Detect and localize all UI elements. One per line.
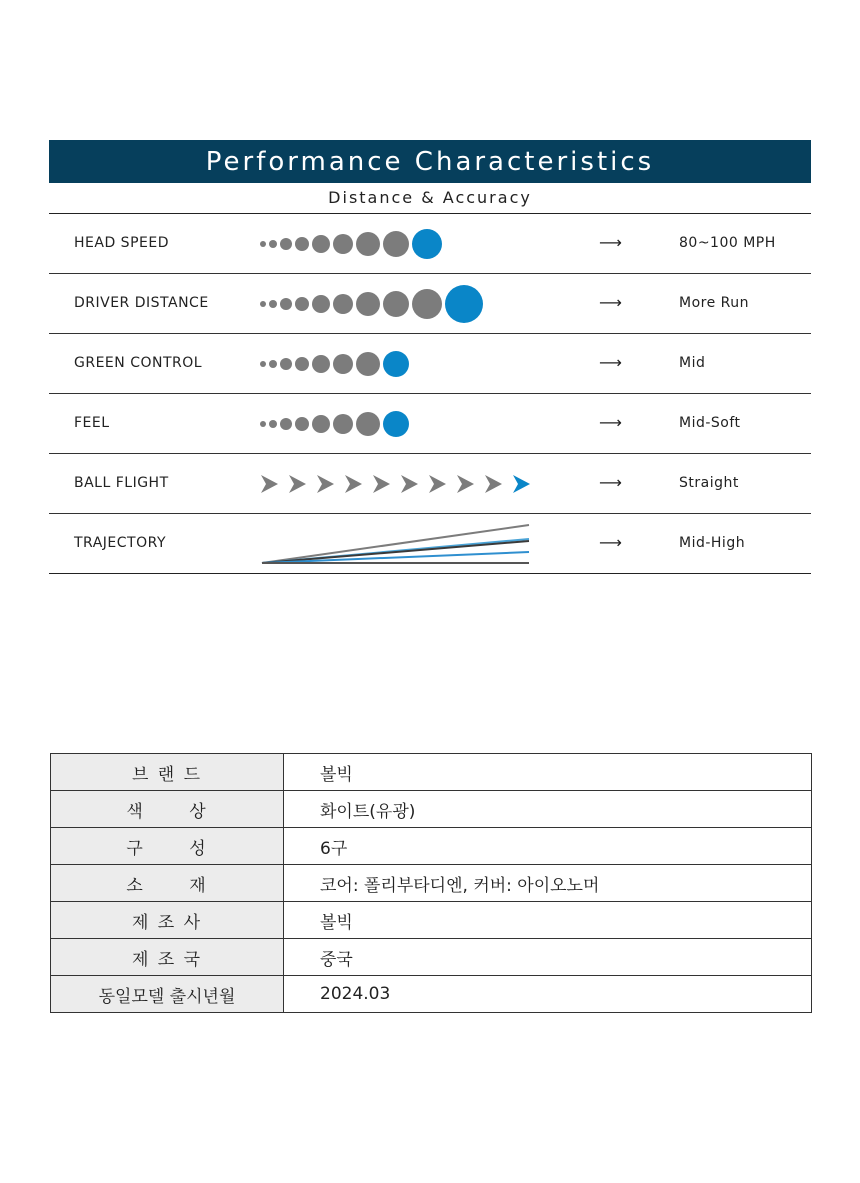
spec-row-origin (51, 939, 812, 976)
rating-dot (356, 412, 380, 436)
row-label: TRAJECTORY (74, 535, 166, 551)
row-value: Straight (679, 475, 739, 491)
rating-dot (295, 297, 309, 311)
rating-dot (280, 418, 292, 430)
perf-row-green-control (49, 334, 811, 394)
rating-dot (260, 361, 266, 367)
right-arrow-icon: ⟶ (599, 293, 622, 312)
row-value: 80~100 MPH (679, 235, 776, 251)
spec-value: 코어: 폴리부타디엔, 커버: 아이오노머 (284, 865, 812, 902)
perf-row-driver-distance (49, 274, 811, 334)
rating-dot (333, 354, 353, 374)
rating-dot (356, 352, 380, 376)
performance-title: Performance Characteristics (49, 140, 811, 183)
rating-dot-active (383, 411, 409, 437)
rating-dot (356, 292, 380, 316)
rating-dot (312, 235, 330, 253)
right-arrow-icon: ⟶ (599, 233, 622, 252)
spec-value: 6구 (284, 828, 812, 865)
right-arrow-icon: ⟶ (599, 413, 622, 432)
spec-value: 중국 (284, 939, 812, 976)
rating-dot (260, 241, 266, 247)
row-value: Mid-High (679, 535, 746, 551)
row-label: GREEN CONTROL (74, 355, 203, 371)
rating-dot (412, 289, 442, 319)
rating-dot (333, 234, 353, 254)
rating-chevrons (249, 454, 549, 513)
row-value: Mid (679, 355, 706, 371)
chevron-icon (429, 475, 446, 493)
spec-key: 소 재 (51, 865, 284, 902)
chevron-active-icon (513, 475, 530, 493)
rating-dot (333, 414, 353, 434)
rating-dot (260, 301, 266, 307)
spec-key: 동일모델 출시년월 (51, 976, 284, 1013)
rating-dot (383, 291, 409, 317)
performance-subtitle: Distance & Accuracy (49, 183, 811, 214)
spec-key: 색 상 (51, 791, 284, 828)
spec-key: 구 성 (51, 828, 284, 865)
spec-row-brand (51, 754, 812, 791)
spec-row-composition (51, 828, 812, 865)
rating-dot (295, 237, 309, 251)
rating-dot (312, 355, 330, 373)
performance-panel (49, 140, 811, 574)
rating-dot (312, 415, 330, 433)
right-arrow-icon: ⟶ (599, 473, 622, 492)
rating-dot (269, 360, 277, 368)
chevron-icon (401, 475, 418, 493)
row-label: FEEL (74, 415, 110, 431)
spec-key: 브 랜 드 (51, 754, 284, 791)
rating-dots (249, 334, 549, 393)
chevron-icon (289, 475, 306, 493)
right-arrow-icon: ⟶ (599, 533, 622, 552)
perf-row-ball-flight (49, 454, 811, 514)
spec-row-manufacturer (51, 902, 812, 939)
chevron-icon (485, 475, 502, 493)
chevron-icon (317, 475, 334, 493)
rating-dot-active (412, 229, 442, 259)
perf-row-trajectory (49, 514, 811, 574)
rating-dot (260, 421, 266, 427)
rating-dot (280, 238, 292, 250)
trajectory-lines (249, 514, 549, 573)
rating-dot (312, 295, 330, 313)
spec-row-color (51, 791, 812, 828)
spec-value: 볼빅 (284, 754, 812, 791)
spec-value: 볼빅 (284, 902, 812, 939)
row-label: HEAD SPEED (74, 235, 169, 251)
rating-dot (295, 417, 309, 431)
spec-row-release-date (51, 976, 812, 1013)
chevron-icon (261, 475, 278, 493)
perf-row-feel (49, 394, 811, 454)
row-value: More Run (679, 295, 750, 311)
rating-dot (269, 300, 277, 308)
row-label: BALL FLIGHT (74, 475, 169, 491)
right-arrow-icon: ⟶ (599, 353, 622, 372)
rating-dot-active (445, 285, 483, 323)
spec-row-material (51, 865, 812, 902)
rating-dots (249, 394, 549, 453)
rating-dots (249, 214, 549, 273)
rating-dots (249, 274, 549, 333)
chevron-icon (373, 475, 390, 493)
spec-value: 2024.03 (284, 976, 812, 1013)
rating-dot (356, 232, 380, 256)
rating-dot (295, 357, 309, 371)
row-value: Mid-Soft (679, 415, 741, 431)
spec-value: 화이트(유광) (284, 791, 812, 828)
rating-dot (280, 298, 292, 310)
chevron-icon (457, 475, 474, 493)
rating-dot (269, 240, 277, 248)
rating-dot (280, 358, 292, 370)
rating-dot (269, 420, 277, 428)
perf-row-head-speed (49, 214, 811, 274)
chevron-icon (345, 475, 362, 493)
rating-dot (383, 231, 409, 257)
rating-dot-active (383, 351, 409, 377)
spec-key: 제 조 국 (51, 939, 284, 976)
row-label: DRIVER DISTANCE (74, 295, 209, 311)
spec-key: 제 조 사 (51, 902, 284, 939)
rating-dot (333, 294, 353, 314)
spec-table (50, 753, 812, 1013)
